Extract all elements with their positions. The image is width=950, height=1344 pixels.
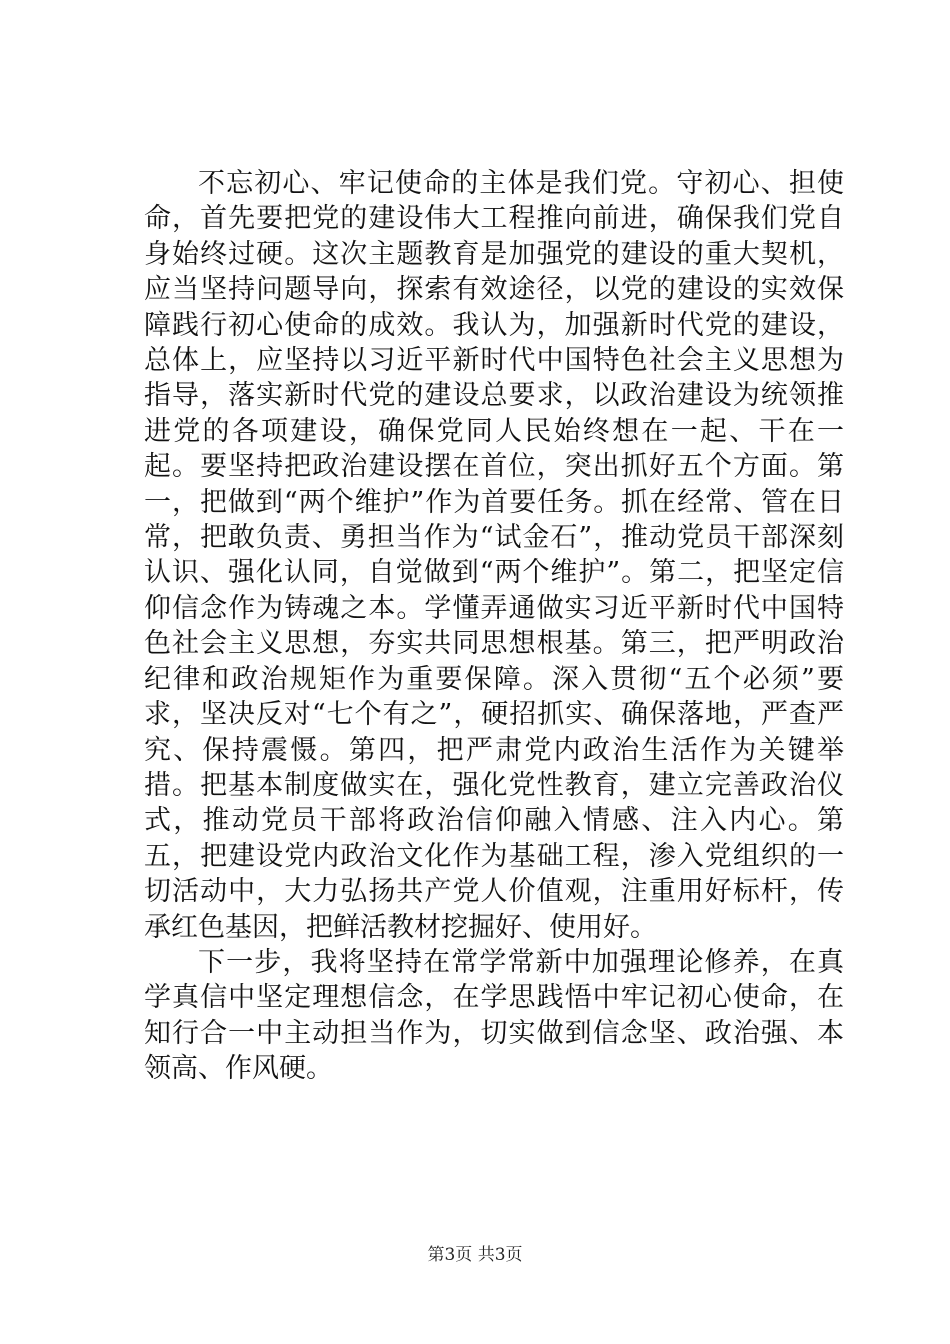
document-body <box>144 166 844 1087</box>
page-number-footer: 第3页 共3页 <box>427 1245 523 1265</box>
paragraph-2: 下一步，我将坚持在常学常新中加强理论修养，在真学真信中坚定理想信念，在学思践悟中牢记初心使命，在知行合一中主动担当作为，切实做到信念坚、政治强、本领高、作风硬。 <box>144 946 844 1085</box>
paragraph-1: 不忘初心、牢记使命的主体是我们党。守初心、担使命，首先要把党的建设伟大工程推向前进，确保我们党自身始终过硬。这次主题教育是加强党的建设的重大契机，应当坚持问题导向，探索有效途径，以党的建设的实效保障践行初心使命的成效。我认为，加强新时代党的建设，总体上，应坚持以习近平新时代中国特色社会主义思想为指导，落实新时代党的建设总要求，以政治建设为统领推进党的各项建设，确保党同人民始终想在一起、干在一起。要坚持把政治建设摆在首位，突出抓好五个方面。第一，把做到“两个维护”作为首要任务。抓在经常、管在日常，把敢负责、勇担当作为“试金石”，推动党员干部深刻认识、强化认同，自觉做到“两个维护”。第二，把坚定信仰信念作为铸魂之本。学懂弄通做实习近平新时代中国特色社会主义思想，夯实共同思想根基。第三，把严明政治纪律和政治规矩作为重要保障。深入贯彻“五个必须”要求，坚决反对“七个有之”，硬招抓实、确保落地，严查严究、保持震慑。第四，把严肃党内政治生活作为关键举措。把基本制度做实在，强化党性教育，建立完善政治仪式，推动党员干部将政治信仰融入情感、注入内心。第五，把建设党内政治文化作为基础工程，渗入党组织的一切活动中，大力弘扬共产党人价值观，注重用好标杆，传承红色基因，把鲜活教材挖掘好、使用好。 <box>144 168 844 943</box>
